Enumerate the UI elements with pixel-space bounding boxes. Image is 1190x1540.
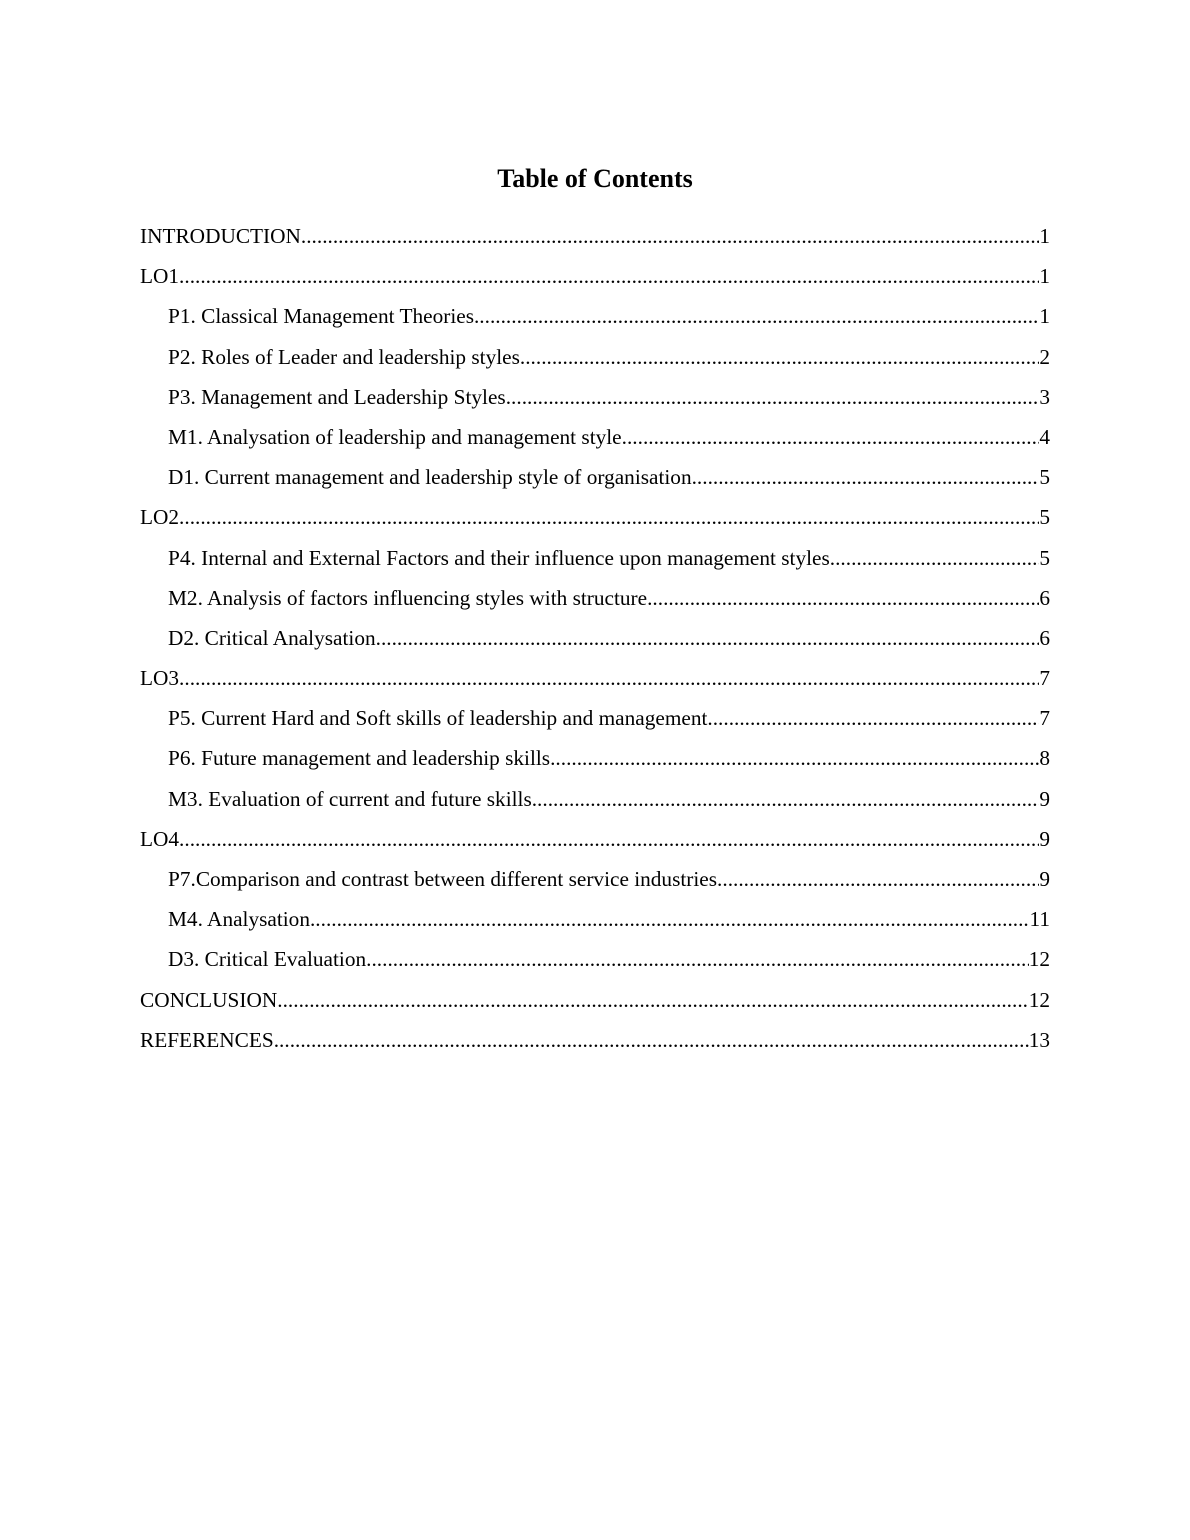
toc-entry[interactable] [140, 341, 1050, 381]
toc-entry[interactable] [140, 742, 1050, 782]
toc-entry-label: D1. Current management and leadership style of organisation [168, 465, 692, 490]
toc-entry-page-number: 8 [1039, 746, 1050, 771]
toc-entry[interactable] [140, 903, 1050, 943]
toc-dot-leader [506, 381, 1040, 413]
toc-entry-page-number: 7 [1039, 706, 1050, 731]
toc-entry-label: P1. Classical Management Theories [168, 304, 474, 329]
toc-entry-page-number: 6 [1039, 585, 1050, 610]
toc-dot-leader [301, 220, 1039, 252]
toc-entry-page-number: 3 [1039, 384, 1050, 409]
toc-entry[interactable] [140, 823, 1050, 863]
toc-entry-label: P3. Management and Leadership Styles [168, 384, 506, 409]
toc-entry-page-number: 7 [1039, 666, 1050, 691]
toc-entry[interactable] [140, 622, 1050, 662]
toc-entry-label: LO3 [140, 666, 180, 691]
toc-entry-label: P2. Roles of Leader and leadership styles [168, 344, 520, 369]
toc-dot-leader [376, 622, 1040, 654]
toc-entry[interactable] [140, 702, 1050, 742]
toc-entry-label: M3. Evaluation of current and future skills [168, 786, 532, 811]
toc-dot-leader [474, 300, 1039, 332]
toc-entry[interactable] [140, 220, 1050, 260]
toc-dot-leader [647, 582, 1039, 614]
toc-entry-label: LO1 [140, 264, 180, 289]
toc-entry[interactable] [140, 783, 1050, 823]
toc-entry-page-number: 9 [1039, 786, 1050, 811]
toc-dot-leader [717, 863, 1039, 895]
toc-entry-label: D2. Critical Analysation [168, 625, 376, 650]
toc-dot-leader [520, 341, 1039, 373]
toc-list [140, 220, 1050, 1064]
toc-dot-leader [692, 461, 1040, 493]
toc-entry-label: LO4 [140, 826, 180, 851]
toc-dot-leader [707, 702, 1039, 734]
toc-title: Table of Contents [497, 164, 693, 193]
toc-entry-page-number: 11 [1029, 907, 1050, 932]
toc-entry[interactable] [140, 943, 1050, 983]
toc-entry-label: CONCLUSION [140, 987, 278, 1012]
toc-dot-leader [179, 501, 1039, 533]
toc-entry-page-number: 4 [1039, 424, 1050, 449]
toc-entry[interactable] [140, 300, 1050, 340]
toc-entry-label: P7.Comparison and contrast between different service industries [168, 867, 718, 891]
toc-entry-label: P5. Current Hard and Soft skills of leadership and management [168, 706, 708, 731]
toc-dot-leader [179, 260, 1039, 292]
toc-entry-page-number: 1 [1039, 224, 1050, 248]
toc-entry-label: M2. Analysis of factors influencing styles with structure [168, 585, 648, 610]
toc-entry[interactable] [140, 582, 1050, 622]
toc-entry-label: M1. Analysation of leadership and management style [168, 424, 622, 449]
toc-entry-label: INTRODUCTION [140, 224, 301, 248]
toc-dot-leader [277, 984, 1028, 1016]
toc-entry-page-number: 2 [1039, 344, 1050, 369]
toc-entry-page-number: 5 [1039, 545, 1050, 570]
toc-entry-page-number: 13 [1028, 1027, 1050, 1052]
toc-entry[interactable] [140, 863, 1050, 903]
toc-dot-leader [310, 903, 1030, 935]
toc-entry[interactable] [140, 421, 1050, 461]
toc-entry[interactable] [140, 461, 1050, 501]
toc-dot-leader [366, 943, 1029, 975]
toc-entry[interactable] [140, 1024, 1050, 1064]
toc-entry-label: P4. Internal and External Factors and their influence upon management styles [168, 545, 830, 570]
toc-entry-label: LO2 [140, 505, 180, 530]
toc-dot-leader [550, 742, 1039, 774]
toc-entry[interactable] [140, 381, 1050, 421]
toc-entry[interactable] [140, 501, 1050, 541]
toc-entry[interactable] [140, 984, 1050, 1024]
toc-dot-leader [179, 823, 1039, 855]
toc-entry-page-number: 6 [1039, 625, 1050, 650]
toc-entry-label: M4. Analysation [168, 907, 310, 932]
toc-entry[interactable] [140, 662, 1050, 702]
toc-entry-page-number: 12 [1028, 987, 1050, 1012]
toc-entry-page-number: 5 [1039, 505, 1050, 530]
toc-dot-leader [830, 542, 1040, 574]
toc-entry-page-number: 5 [1039, 465, 1050, 490]
toc-entry[interactable] [140, 260, 1050, 300]
toc-dot-leader [532, 783, 1040, 815]
toc-dot-leader [274, 1024, 1029, 1056]
toc-entry-page-number: 1 [1039, 304, 1050, 329]
toc-entry-label: D3. Critical Evaluation [168, 947, 367, 972]
toc-entry-page-number: 12 [1028, 947, 1050, 972]
toc-dot-leader [622, 421, 1040, 453]
toc-entry-page-number: 1 [1039, 264, 1050, 289]
toc-entry-page-number: 9 [1039, 826, 1050, 851]
toc-entry[interactable] [140, 542, 1050, 582]
toc-entry-label: P6. Future management and leadership skills [168, 746, 551, 771]
toc-dot-leader [179, 662, 1039, 694]
toc-entry-label: REFERENCES [140, 1027, 274, 1052]
toc-entry-page-number: 9 [1039, 867, 1050, 891]
